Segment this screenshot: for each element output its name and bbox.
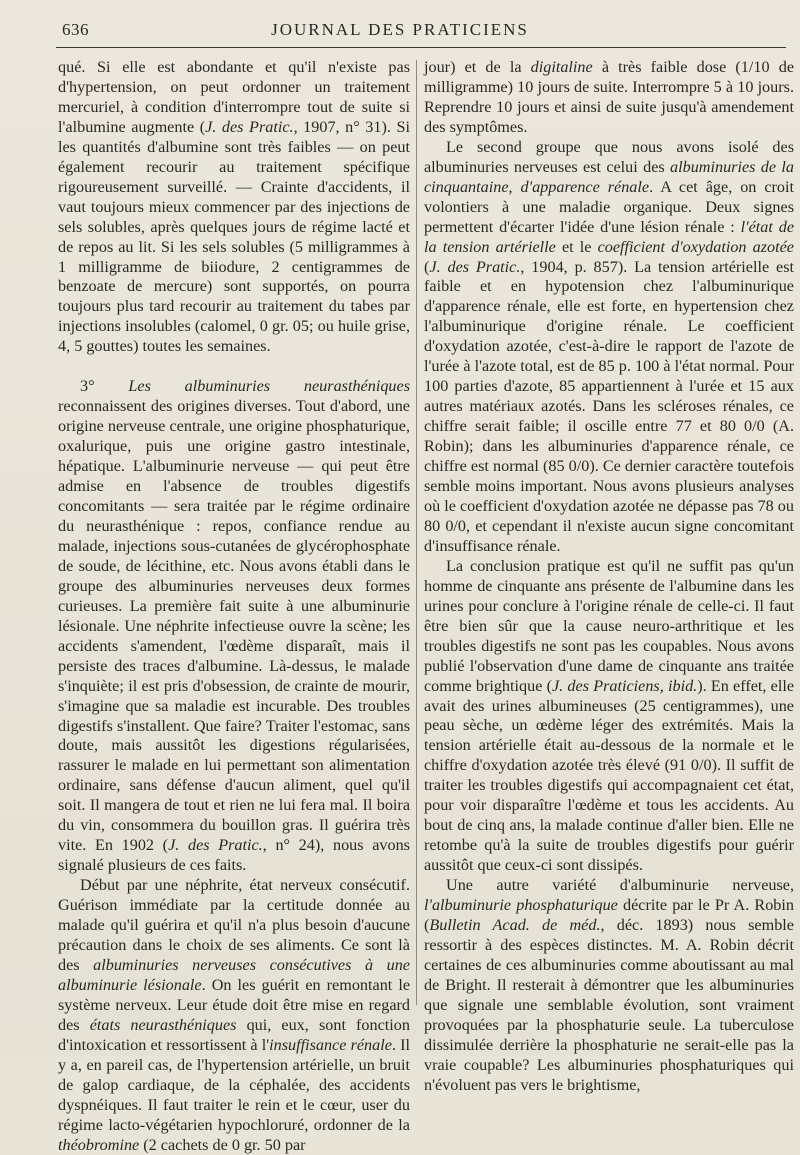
text-run: jour) et de la: [424, 58, 531, 76]
text-run: 3°: [80, 377, 129, 396]
italic-term: l'état de la tension artérielle: [424, 217, 794, 256]
paragraph: [424, 58, 794, 138]
text-run: . Il y a, en pareil cas, de l'hypertension artérielle, un bruit de galop cardiaque, de la céphalée, des accidents dyspnéiques. Il faut traiter le rein et le cœur, user du régime lacto-végétarien hypochloruré, ordonner de la: [58, 1035, 410, 1134]
italic-term: albuminuries de la cinquantaine, d'apparence rénale: [424, 157, 794, 196]
text-run: (2 cachets de 0 gr. 50 par: [139, 1135, 306, 1154]
text-run: , n° 24), nous avons signalé plusieurs de ces faits.: [58, 836, 410, 875]
text-run: Une autre variété d'albuminurie nerveuse,: [446, 876, 794, 895]
text-run: décrite par le Pr A. Robin (: [424, 896, 794, 934]
left-column: [58, 58, 410, 1155]
text-run: (: [424, 257, 430, 276]
paragraph: [424, 876, 794, 1095]
header-rule: [56, 47, 786, 48]
text-run: Le second groupe que nous avons isolé des albuminuries nerveuses est celui des: [424, 137, 794, 176]
text-run: qui, eux, sont fonction d'intoxication et ressortissent à l': [58, 1015, 410, 1054]
italic-term: états neurasthéniques: [89, 1015, 237, 1034]
paragraph: [58, 876, 410, 1155]
text-run: . On les guérit en remontant le système nerveux. Leur étude doit être mise en regard des: [58, 975, 410, 1034]
text-run: Début par une néphrite, état nerveux consécutif. Guérison immédiate par la certitude donnée au malade qu'il guérira et qu'il n'a plus besoin d'aucune précaution dans le choix de ses aliments. Ce sont là des: [58, 876, 410, 974]
running-title: JOURNAL DES PRATICIENS: [271, 20, 529, 39]
text-run: La conclusion pratique est qu'il ne suffit pas qu'un homme de cinquante ans présente de l'albumine dans les urines pour conclure à l'origine rénale de celle-ci. Il faut être bien sûr que la cause neuro-arthritique et les troubles digestifs ne sont pas les coupables. Nous avons publié l'observation d'une dame de cinquante ans traitée comme brightique (: [424, 556, 794, 695]
paragraph: [58, 58, 410, 357]
paragraph: [424, 557, 794, 876]
text-run: à très faible dose (1/10 de milligramme) 10 jours de suite. Interrompre 5 à 10 jours. Reprendre 10 jours et ainsi de suite jusqu'à amendement des symptômes.: [424, 58, 795, 136]
text-run: et le: [555, 237, 598, 256]
column-divider: [416, 60, 417, 1005]
text-run: reconnaissent des origines diverses. Tout d'abord, une origine nerveuse centrale, une origine phosphaturique, oxalurique, puis une origine gastro intestinale, hépatique. L'albuminurie nerveuse — qui peut être admise en l'absence de troubles digestifs concomitants — sera traitée par le régime ordinaire du neurasthénique : repos, confiance rendue au malade, injections sous-cutanées de glycérophosphate de soude, de lécithine, etc. Nous avons établi dans le groupe des albuminuries nerveuses deux formes curieuses. La première fait suite à une albuminurie lésionale. Une néphrite infectieuse ouvre la scène; les accidents s'amendent, l'œdème disparaît, mais il persiste des traces d'albumine. Là-dessus, le malade s'inquiète; il est pris d'obsession, de crainte de mourir, s'imagine que sa maladie est incurable. Des troubles digestifs s'installent. Que faire? Traiter l'estomac, sans doute, mais aussitôt les digestions régularisées, rassurer le malade en lui permettant son alimentation ordinaire, sans défense d'aucun aliment, quel qu'il soit. Il mangera de tout et rien ne lui fera mal. Il boira du vin, consommera du bouillon gras. Il guérira très vite. En 1902 (: [58, 397, 410, 855]
citation: J. des Pratic.: [205, 117, 294, 136]
page-number: 636: [62, 20, 89, 39]
right-column: [424, 58, 794, 1096]
text-run: , 1907, n° 31). Si les quantités d'albumine sont très faibles — on peut également recourir au traitement spécifique rigoureusement surveillé. — Crainte d'accidents, il vaut toujours mieux commencer par des injections de sels solubles, après quelques jours de régime lacté et de repos au lit. Si les sels solubles (5 milligrammes à 1 milligramme de biiodure, 2 centigrammes de benzoate de mercure) sont supportés, on pourra toujours plus tard recourir au traitement du tabes par injections insolubles (calomel, 0 gr. 05; ou huile grise, 4, 5 gouttes) toutes les semaines.: [58, 117, 410, 356]
paragraph: [58, 377, 410, 876]
text-run: ). En effet, elle avait des urines albumineuses (25 centigrammes), une peau sèche, un œdème léger des extrémités. Mais la tension artérielle était au-dessous de la normale et le chiffre d'oxydation azotée très élevé (91 0/0). Il suffit de traiter les troubles digestifs qui accompagnaient cet état, pour voir disparaître l'œdème et tous les accidents. Au bout de cinq ans, la malade continue d'aller bien. Elle ne retombe qu'à la suite de troubles digestifs pour guérir aussitôt que ceux-ci sont dissipés.: [424, 676, 795, 875]
italic-term: insuffisance rénale: [269, 1035, 392, 1054]
italic-term: albuminuries nerveuses consécutives à une albuminurie lésionale: [58, 955, 410, 994]
citation: J. des Pratic.: [168, 836, 263, 855]
citation: J. des Pratic.: [429, 257, 521, 276]
italic-term: digitaline: [530, 58, 593, 76]
citation: Bulletin Acad. de méd.: [429, 915, 601, 934]
text-run: , déc. 1893) nous semble ressortir à des espèces distinctes. M. A. Robin décrit certaines de ces albuminuries comme aboutissant au mal de Bright. Il resterait à démontrer que les albuminuries que signale une semblable évolution, sont vraiment provoquées par la phosphaturie seule. La tuberculose dissimulée derrière la phosphaturie ne serait-elle pas la vraie coupable? Les albuminuries phosphaturiques qui n'évoluent pas vers le brightisme,: [424, 915, 794, 1094]
paragraph: [424, 138, 794, 557]
text-run: , 1904, p. 857). La tension artérielle est faible et en hypotension chez l'albuminurique d'apparence rénale, elle est forte, en hypertension chez l'albuminurique d'origine rénale. Le coefficient d'oxydation azotée, c'est-à-dire le rapport de l'azote de l'urée à l'azote total, est de 85 p. 100 à l'état normal. Pour 100 parties d'azote, 85 appartiennent à l'urée et 15 aux autres matériaux azotés. Dans les scléroses rénales, ce chiffre serait faible; il oscille entre 77 et 80 0/0 (A. Robin); dans les albuminuries d'apparence rénale, ce chiffre est normal (85 0/0). Ce dernier caractère toutefois semble moins important. Nous avons plusieurs analyses où le coefficient d'oxydation azotée ne dépasse pas 78 ou 80 0/0, et cependant il n'existe aucun signe concomitant d'insuffisance rénale.: [424, 257, 794, 555]
italic-term: théobromine: [58, 1135, 140, 1154]
citation: J. des Praticiens, ibid.: [551, 676, 698, 695]
page-header: [0, 0, 800, 60]
text-run: . A cet âge, on croit volontiers à une maladie organique. Deux signes permettent d'écarter l'idée d'une lésion rénale :: [424, 177, 794, 236]
section-term: Les albuminuries neurasthéniques: [128, 377, 410, 396]
italic-term: l'albuminurie phosphaturique: [424, 896, 618, 915]
italic-term: coefficient d'oxydation azotée: [597, 237, 794, 256]
text-run: qué. Si elle est abondante et qu'il n'existe pas d'hypertension, on peut ordonner un traitement mercuriel, à condition d'interrompre tout de suite si l'albumine augmente (: [58, 58, 410, 136]
